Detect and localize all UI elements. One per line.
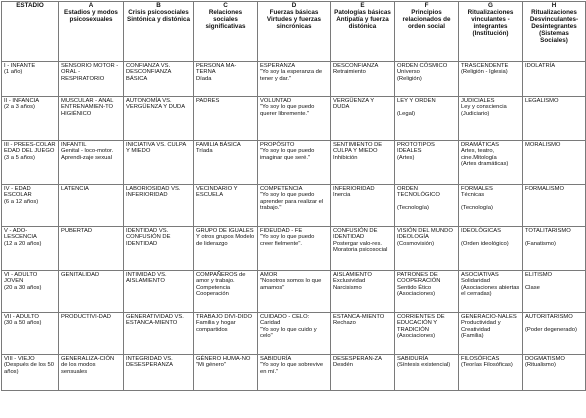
- table-cell: JUDICIALES Ley y consciencia (Judiciario): [459, 97, 523, 141]
- stage-cell: V - ADO-LESCENCIA (12 a 20 años): [2, 227, 59, 271]
- table-row: [2, 141, 586, 185]
- table-cell: SENTIMIENTO DE CULPA Y MIEDO Inhibición: [331, 141, 395, 185]
- table-cell: PADRES: [194, 97, 258, 141]
- table-header-row: [2, 2, 586, 62]
- table-cell: ORDEN TECNOLÓGICO (Tecnología): [395, 185, 459, 227]
- table-cell: AUTORITARISMO (Poder degenerado): [523, 313, 586, 355]
- table-cell: INTIMIDAD VS. AISLAMIENTO: [124, 271, 194, 313]
- table-cell: IDENTIDAD VS. CONFUSIÓN DE IDENTIDAD: [124, 227, 194, 271]
- table-row: [2, 227, 586, 271]
- table-cell: TRABAJO DIVI-DIDO Familia y hogar compartidos: [194, 313, 258, 355]
- header-col-e: E Patologías básicas Antipatía y fuerza distónica: [331, 2, 395, 62]
- table-cell: AUTONOMÍA VS. VERGÜENZA Y DUDA: [124, 97, 194, 141]
- stage-cell: III - PREES-COLAR EDAD DEL JUEGO (3 a 5 años): [2, 141, 59, 185]
- table-row: [2, 271, 586, 313]
- table-cell: DOGMATISMO (Ritualismo): [523, 355, 586, 391]
- table-cell: INTEGRIDAD VS. DESESPERANZA: [124, 355, 194, 391]
- table-row: [2, 313, 586, 355]
- table-cell: FIDEUDAD - FE "Yo soy lo que puedo creer fielmente".: [258, 227, 331, 271]
- table-cell: FAMILIA BÁSICA Tríada: [194, 141, 258, 185]
- stage-cell: VII - ADULTO (30 a 50 años): [2, 313, 59, 355]
- header-col-h: H Ritualizaciones Desvinculantes-Desintegrantes (Sistemas Sociales): [523, 2, 586, 62]
- table-row: [2, 355, 586, 391]
- table-cell: TRASCENDENTE (Religión - Iglesia): [459, 62, 523, 97]
- stage-cell: IV - EDAD ESCOLAR (6 a 12 años): [2, 185, 59, 227]
- table-cell: PROTOTIPOS IDEALES (Artes): [395, 141, 459, 185]
- table-cell: SENSORIO MOTOR - ORAL - RESPIRATORIO: [59, 62, 124, 97]
- table-cell: CONFUSIÓN DE IDENTIDAD Postergar valo-res. Moratoria psicosocial: [331, 227, 395, 271]
- table-cell: GENERATIVIDAD VS. ESTANCA-MIENTO: [124, 313, 194, 355]
- stage-cell: II - INFANCIA (2 a 3 años): [2, 97, 59, 141]
- table-cell: INFANTIL Genital - loco-motor. Aprendi-zaje sexual: [59, 141, 124, 185]
- stage-cell: VIII - VIEJO (Después de los 50 años): [2, 355, 59, 391]
- header-col-b: B Crisis psicosociales Sintónica y distónica: [124, 2, 194, 62]
- table-cell: ESTANCA-MIENTO Rechazo: [331, 313, 395, 355]
- table-cell: VECINDARIO Y ESCUELA: [194, 185, 258, 227]
- table-cell: CONFIANZA VS. DESCONFIANZA BÁSICA: [124, 62, 194, 97]
- table-cell: VISIÓN DEL MUNDO IDEOLOGÍA (Cosmovisión): [395, 227, 459, 271]
- table-cell: LEY Y ORDEN (Legal): [395, 97, 459, 141]
- table-cell: IDEOLÓGICAS (Orden ideológico): [459, 227, 523, 271]
- table-cell: INICIATIVA VS. CULPA Y MIEDO: [124, 141, 194, 185]
- table-cell: FORMALES Técnicas (Tecnología): [459, 185, 523, 227]
- table-cell: GENERACIO-NALES Productividad y Creatividad (Familia): [459, 313, 523, 355]
- table-cell: ELITISMO Clase: [523, 271, 586, 313]
- table-row: [2, 62, 586, 97]
- table-cell: IDOLATRÍA: [523, 62, 586, 97]
- table-cell: VERGÜENZA Y DUDA: [331, 97, 395, 141]
- header-col-f: F Principios relacionados de orden social: [395, 2, 459, 62]
- table-cell: FILOSÓFICAS (Teorías Filosóficas): [459, 355, 523, 391]
- table-cell: ESPERANZA "Yo soy la esperanza de tener y dar.": [258, 62, 331, 97]
- table-cell: GENERALIZA-CIÓN de los modos sensuales: [59, 355, 124, 391]
- header-col-c: C Relaciones sociales significativas: [194, 2, 258, 62]
- table-cell: DESESPERAN-ZA Desdén: [331, 355, 395, 391]
- table-cell: GRUPO DE IGUALES Y otros grupos Modelo de liderazgo: [194, 227, 258, 271]
- header-col-a: A Estadios y modos psicosexuales: [59, 2, 124, 62]
- header-col-d: D Fuerzas básicas Virtudes y fuerzas sincrónicas: [258, 2, 331, 62]
- table-cell: ORDEN CÓSMICO Universo (Religión): [395, 62, 459, 97]
- header-stage: ESTADIO: [2, 2, 59, 62]
- table-cell: LATENCIA: [59, 185, 124, 227]
- table-cell: CUIDADO - CELO: Caridad "Yo soy lo que cuido y celo": [258, 313, 331, 355]
- table-cell: ASOCIATIVAS Solidaridad (Asociaciones abiertas el cerradas): [459, 271, 523, 313]
- table-cell: MUSCULAR - ANAL ENTRENAMIEN-TO HIGIÉNICO: [59, 97, 124, 141]
- table-cell: COMPETENCIA "Yo soy lo que puedo aprender para realizar el trabajo.": [258, 185, 331, 227]
- table-cell: GÉNERO HUMA-NO "Mi género": [194, 355, 258, 391]
- table-cell: PERSONA MA-TERNA Díada: [194, 62, 258, 97]
- stage-cell: VI - ADULTO JOVEN (20 a 30 años): [2, 271, 59, 313]
- table-cell: SABIDURÍA (Síntesis existencial): [395, 355, 459, 391]
- table-cell: SABIDURÍA "Yo soy lo que sobrevive en mí.": [258, 355, 331, 391]
- table-cell: FORMALISMO: [523, 185, 586, 227]
- table-cell: COMPAÑEROS de amor y trabajo. Competencia Cooperación: [194, 271, 258, 313]
- table-cell: DRAMÁTICAS Artes, teatro, cine.Mitología (Artes dramáticas): [459, 141, 523, 185]
- table-cell: CORRIENTES DE EDUCACIÓN Y TRADICIÓN (Asociaciones): [395, 313, 459, 355]
- table-cell: LEGALISMO: [523, 97, 586, 141]
- table-cell: AISLAMIENTO Exclusividad Narcisismo: [331, 271, 395, 313]
- table-cell: VOLUNTAD "Yo soy lo que puedo querer libremente.": [258, 97, 331, 141]
- table-cell: PROPÓSITO "Yo soy lo que puedo imaginar que seré.": [258, 141, 331, 185]
- table-cell: PUBERTAD: [59, 227, 124, 271]
- table-cell: AMOR "Nosotros somos lo que amamos": [258, 271, 331, 313]
- table-cell: PRODUCTIVI-DAD: [59, 313, 124, 355]
- table-cell: LABORIOSIDAD VS. INFERIORIDAD: [124, 185, 194, 227]
- table-row: [2, 185, 586, 227]
- table-cell: GENITALIDAD: [59, 271, 124, 313]
- psychosocial-stages-table: [1, 1, 586, 391]
- table-cell: MORALISMO: [523, 141, 586, 185]
- stage-cell: I - INFANTE (1 año): [2, 62, 59, 97]
- table-row: [2, 97, 586, 141]
- table-cell: PATRONES DE COOPERACIÓN Sentido Ético (Asociaciones): [395, 271, 459, 313]
- table-cell: TOTALITARISMO (Fanatismo): [523, 227, 586, 271]
- header-col-g: G Ritualizaciones vinculantes - integrantes (Institución): [459, 2, 523, 62]
- table-cell: DESCONFIANZA Retraimiento: [331, 62, 395, 97]
- table-cell: INFERIORIDAD Inercia: [331, 185, 395, 227]
